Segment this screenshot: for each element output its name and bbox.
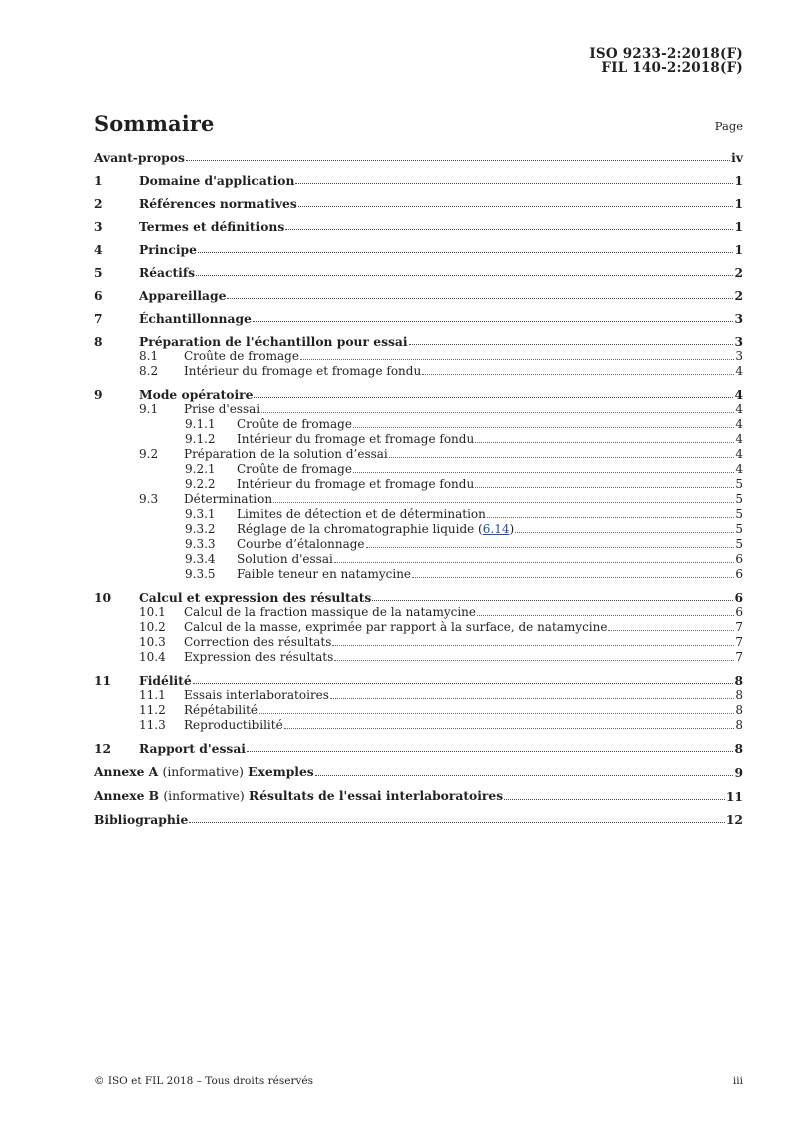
toc-entry-page: 3 (735, 349, 743, 363)
toc-entry-title: Mode opératoire (139, 387, 254, 402)
toc-entry-page: 5 (735, 507, 743, 521)
toc-entry[interactable] (94, 288, 743, 303)
toc-entry-number: 12 (94, 741, 112, 756)
toc-entry[interactable] (94, 650, 743, 665)
toc-entry-page: 1 (734, 173, 743, 188)
toc-entry-title: Intérieur du fromage et fromage fondu (237, 477, 475, 491)
dot-leader (504, 799, 725, 800)
toc-entry-number: 11.2 (139, 703, 166, 717)
toc-entry-page: 6 (735, 552, 743, 566)
table-of-contents (94, 150, 743, 827)
toc-entry-title: Calcul de la fraction massique de la natamycine (184, 605, 476, 619)
toc-entry[interactable] (94, 764, 743, 780)
toc-entry-page: 11 (725, 789, 743, 804)
toc-entry-page: 8 (735, 703, 743, 717)
toc-entry-page: 5 (735, 537, 743, 551)
toc-entry-title: Reproductibilité (184, 718, 283, 732)
toc-entry[interactable] (94, 242, 743, 257)
toc-entry-title: Calcul et expression des résultats (139, 590, 372, 605)
toc-entry-title: Bibliographie (94, 812, 189, 827)
toc-entry[interactable] (94, 349, 743, 364)
toc-entry[interactable] (94, 537, 743, 552)
dot-leader (300, 359, 734, 360)
toc-entry-page: 7 (735, 650, 743, 664)
toc-entry-number: 10.1 (139, 605, 166, 619)
toc-entry[interactable] (94, 507, 743, 522)
toc-entry-title: Principe (139, 242, 197, 257)
toc-entry-number: 10 (94, 590, 112, 605)
toc-entry-title (237, 522, 514, 537)
dot-leader (353, 427, 734, 428)
toc-entry-title-suffix: ) (509, 522, 515, 536)
toc-entry-title: Préparation de l'échantillon pour essai (139, 334, 408, 349)
toc-entry-title: Prise d'essai (184, 402, 261, 416)
toc-entry[interactable] (94, 447, 743, 462)
annex-title: Résultats de l'essai interlaboratoires (249, 788, 504, 803)
dot-leader (477, 615, 734, 616)
dot-leader (334, 562, 735, 563)
toc-entry-title: Essais interlaboratoires (184, 688, 329, 702)
document-identifier (589, 47, 743, 75)
dot-leader (412, 577, 734, 578)
annex-prefix: Annexe A (94, 764, 159, 779)
dot-leader (332, 645, 734, 646)
dot-leader (261, 412, 734, 413)
dot-leader (253, 321, 734, 322)
toc-entry-title-text: Réglage de la chromatographie liquide ( (237, 522, 483, 536)
toc-entry-number: 10.4 (139, 650, 166, 664)
dot-leader (409, 344, 734, 345)
toc-entry[interactable] (94, 620, 743, 635)
doc-id-iso: ISO 9233-2:2018(F) (589, 46, 743, 62)
toc-entry-title: Réactifs (139, 265, 196, 280)
toc-entry[interactable] (94, 703, 743, 718)
dot-leader (334, 660, 734, 661)
toc-entry-page: 5 (735, 492, 743, 506)
toc-entry-title: Correction des résultats (184, 635, 332, 649)
toc-entry-page: iv (731, 150, 743, 165)
toc-entry-page: 4 (735, 417, 743, 431)
dot-leader (198, 252, 734, 253)
toc-entry-title: Faible teneur en natamycine (237, 567, 412, 581)
toc-entry-title: Appareillage (139, 288, 227, 303)
toc-entry-title: Termes et définitions (139, 219, 285, 234)
toc-entry-page: 12 (725, 812, 743, 827)
toc-entry-number: 7 (94, 311, 103, 326)
dot-leader (295, 183, 733, 184)
toc-entry-number: 10.2 (139, 620, 166, 634)
toc-entry[interactable] (94, 364, 743, 379)
toc-entry[interactable] (94, 334, 743, 349)
toc-entry-number: 9.3.1 (185, 507, 216, 521)
toc-entry[interactable] (94, 311, 743, 326)
toc-entry[interactable] (94, 477, 743, 492)
toc-entry-title: Solution d'essai (237, 552, 333, 566)
dot-leader (353, 472, 734, 473)
toc-entry-number: 3 (94, 219, 103, 234)
toc-entry[interactable] (94, 150, 743, 165)
dot-leader (227, 298, 733, 299)
dot-leader (475, 442, 734, 443)
toc-entry-number: 9 (94, 387, 103, 402)
toc-entry-number: 9.3.3 (185, 537, 216, 551)
toc-entry[interactable] (94, 635, 743, 650)
toc-entry[interactable] (94, 567, 743, 582)
toc-entry-title: Expression des résultats (184, 650, 334, 664)
toc-entry-title: Calcul de la masse, exprimée par rapport à la surface, de natamycine (184, 620, 608, 634)
dot-leader (186, 160, 730, 161)
dot-leader (259, 713, 734, 714)
dot-leader (298, 206, 734, 207)
toc-entry-number: 2 (94, 196, 103, 211)
toc-entry[interactable] (94, 522, 743, 537)
dot-leader (315, 775, 734, 776)
toc-entry-number: 9.3.5 (185, 567, 216, 581)
toc-entry-page: 1 (734, 219, 743, 234)
toc-entry[interactable] (94, 265, 743, 280)
dot-leader (284, 728, 735, 729)
toc-entry[interactable] (94, 741, 743, 756)
footer-copyright: © ISO et FIL 2018 – Tous droits réservés (94, 1075, 314, 1087)
dot-leader (608, 630, 734, 631)
toc-entry[interactable] (94, 432, 743, 447)
toc-entry[interactable] (94, 718, 743, 733)
toc-entry-number: 9.3.2 (185, 522, 216, 536)
toc-entry-number: 11.1 (139, 688, 166, 702)
toc-entry[interactable] (94, 173, 743, 188)
toc-entry-page: 6 (735, 567, 743, 581)
toc-entry[interactable] (94, 688, 743, 703)
toc-entry-number: 9.1.2 (185, 432, 216, 446)
toc-entry-page: 4 (735, 402, 743, 416)
toc-entry-title: Limites de détection et de détermination (237, 507, 486, 521)
dot-leader (389, 457, 735, 458)
toc-entry-title: Échantillonnage (139, 311, 252, 326)
toc-entry[interactable] (94, 552, 743, 567)
toc-entry-number: 9.3.4 (185, 552, 216, 566)
dot-leader (254, 397, 733, 398)
annex-qualifier: (informative) (162, 765, 244, 779)
toc-entry-title (94, 788, 503, 804)
toc-entry-title: Détermination (184, 492, 273, 506)
toc-entry-number: 4 (94, 242, 103, 257)
dot-leader (366, 547, 735, 548)
toc-entry-page: 6 (735, 605, 743, 619)
toc-entry-page: 4 (735, 447, 743, 461)
toc-entry-title: Fidélité (139, 673, 192, 688)
dot-leader (247, 751, 733, 752)
annex-qualifier: (informative) (163, 789, 245, 803)
toc-entry[interactable] (94, 219, 743, 234)
toc-entry-number: 9.3 (139, 492, 159, 506)
toc-entry-number: 11.3 (139, 718, 166, 732)
toc-entry-page: 5 (735, 477, 743, 491)
toc-entry-number: 1 (94, 173, 103, 188)
toc-entry-number: 8 (94, 334, 103, 349)
toc-entry[interactable] (94, 605, 743, 620)
toc-entry[interactable] (94, 417, 743, 432)
toc-entry-page: 6 (734, 590, 743, 605)
toc-entry[interactable] (94, 196, 743, 211)
toc-entry-number: 5 (94, 265, 103, 280)
toc-entry-page: 7 (735, 620, 743, 634)
toc-entry-number: 11 (94, 673, 112, 688)
toc-entry-number: 10.3 (139, 635, 166, 649)
toc-entry-title: Intérieur du fromage et fromage fondu (184, 364, 422, 378)
dot-leader (372, 600, 733, 601)
dot-leader (189, 822, 725, 823)
toc-entry-title: Avant-propos (94, 150, 185, 165)
dot-leader (422, 374, 734, 375)
toc-entry-page: 2 (734, 265, 743, 280)
page-column-label: Page (714, 119, 743, 133)
page-title: Sommaire (94, 111, 215, 136)
toc-entry-number: 9.1.1 (185, 417, 216, 431)
toc-entry-number: 9.2.1 (185, 462, 216, 476)
toc-entry[interactable] (94, 402, 743, 417)
toc-entry[interactable] (94, 812, 743, 827)
dot-leader (285, 229, 733, 230)
toc-entry-title: Croûte de fromage (184, 349, 299, 363)
toc-entry-title: Croûte de fromage (237, 417, 352, 431)
toc-entry-title (94, 764, 314, 780)
dot-leader (515, 532, 734, 533)
toc-entry-page: 3 (734, 311, 743, 326)
toc-entry-page: 2 (734, 288, 743, 303)
toc-entry-page: 7 (735, 635, 743, 649)
toc-entry-title: Courbe d’étalonnage (237, 537, 365, 551)
toc-entry-page: 4 (735, 432, 743, 446)
footer-page-number: iii (732, 1075, 743, 1087)
toc-entry-page: 1 (734, 196, 743, 211)
toc-entry-page: 9 (734, 765, 743, 780)
toc-entry-number: 8.1 (139, 349, 159, 363)
annex-title: Exemples (248, 764, 314, 779)
dot-leader (193, 683, 734, 684)
toc-entry-page: 8 (734, 741, 743, 756)
toc-entry-title: Répétabilité (184, 703, 259, 717)
toc-entry-number: 9.1 (139, 402, 159, 416)
toc-entry-page: 1 (734, 242, 743, 257)
annex-prefix: Annexe B (94, 788, 160, 803)
dot-leader (487, 517, 734, 518)
toc-entry[interactable] (94, 462, 743, 477)
toc-entry-page: 4 (734, 387, 743, 402)
toc-entry-page: 5 (735, 522, 743, 536)
toc-entry[interactable] (94, 673, 743, 688)
toc-entry-page: 4 (735, 462, 743, 476)
toc-entry[interactable] (94, 492, 743, 507)
toc-entry-number: 6 (94, 288, 103, 303)
toc-entry[interactable] (94, 788, 743, 804)
cross-reference-link[interactable]: 6.14 (482, 522, 510, 536)
toc-entry[interactable] (94, 590, 743, 605)
dot-leader (475, 487, 734, 488)
toc-entry-title: Domaine d'application (139, 173, 295, 188)
toc-entry-page: 3 (734, 334, 743, 349)
dot-leader (273, 502, 734, 503)
toc-entry-title: Préparation de la solution d’essai (184, 447, 388, 461)
dot-leader (330, 698, 734, 699)
toc-entry-page: 4 (735, 364, 743, 378)
toc-entry-title: Rapport d'essai (139, 741, 246, 756)
toc-entry-number: 8.2 (139, 364, 159, 378)
toc-entry-number: 9.2 (139, 447, 159, 461)
toc-entry-title: Croûte de fromage (237, 462, 352, 476)
toc-entry-title: Intérieur du fromage et fromage fondu (237, 432, 475, 446)
dot-leader (196, 275, 733, 276)
toc-entry-title: Références normatives (139, 196, 297, 211)
doc-id-fil: FIL 140-2:2018(F) (601, 60, 743, 76)
toc-entry-page: 8 (734, 673, 743, 688)
toc-entry[interactable] (94, 387, 743, 402)
toc-entry-number: 9.2.2 (185, 477, 216, 491)
toc-entry-page: 8 (735, 688, 743, 702)
toc-entry-page: 8 (735, 718, 743, 732)
